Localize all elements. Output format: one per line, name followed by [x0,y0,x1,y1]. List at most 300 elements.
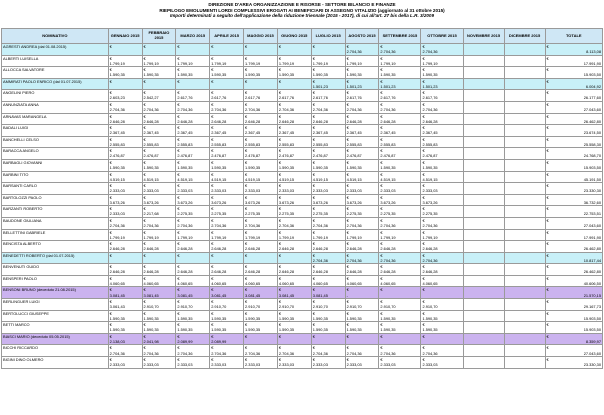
currency-symbol: € [312,217,315,223]
currency-symbol: € [346,322,349,328]
currency-symbol: € [546,229,549,235]
currency-symbol: € [278,90,282,96]
amount-value: 2.704,36 [380,223,396,228]
currency-symbol: € [346,44,349,49]
amount-value: 2.333,03 [245,362,261,368]
monthly-amount [421,136,463,148]
currency-symbol: € [380,333,383,339]
currency-symbol: € [380,194,383,200]
monthly-amount [504,206,545,218]
currency-symbol: € [177,229,180,235]
monthly-amount [345,299,379,311]
currency-symbol: € [546,322,549,328]
monthly-amount [244,287,278,299]
currency-symbol: € [211,275,214,281]
monthly-amount [210,345,244,357]
currency-symbol: € [422,229,425,235]
amount-value: 3.081,45 [143,292,159,298]
currency-symbol: € [109,125,112,131]
currency-symbol: € [109,287,112,293]
amount-value: 2.333,03 [312,188,328,194]
monthly-amount [379,78,421,90]
monthly-amount [421,357,463,369]
total-value: 40.606,50 [583,280,601,286]
currency-symbol: € [422,183,425,189]
monthly-amount [421,299,463,311]
currency-symbol: € [346,136,349,142]
monthly-amount [277,275,311,287]
monthly-amount [210,206,244,218]
beneficiary-name: AGRESTI ANDREA (dal 01.08.2015) [2,44,109,56]
currency-symbol: € [278,310,282,316]
monthly-amount [463,101,504,113]
beneficiary-name: BENCISTA ALBERTO [2,241,109,253]
row-total [545,299,602,311]
amount-value: 2.646,28 [143,269,159,275]
amount-value: 2.275,35 [211,211,227,217]
amount-value: 1.799,19 [422,234,438,240]
currency-symbol: € [380,206,383,212]
monthly-amount [504,229,545,241]
amount-value: 2.704,36 [312,107,328,113]
currency-symbol: € [380,148,383,154]
amount-value: 1.799,19 [211,234,227,240]
amount-value: 1.590,35 [245,72,261,78]
currency-symbol: € [546,113,549,119]
monthly-amount [345,287,379,299]
currency-symbol: € [380,183,383,189]
currency-symbol: € [546,333,549,339]
currency-symbol: € [380,287,383,293]
currency-symbol: € [278,241,282,247]
beneficiary-name: ALBERTI LUISELLA [2,55,109,67]
total-value: 23.330,30 [583,362,601,368]
amount-value: 2.333,03 [143,188,159,194]
amount-value: 2.476,87 [278,153,295,159]
currency-symbol: € [211,148,214,154]
monthly-amount [210,171,244,183]
monthly-amount [504,55,545,67]
currency-symbol: € [143,183,146,189]
amount-value: 1.799,19 [380,234,396,240]
currency-symbol: € [546,217,549,223]
monthly-amount [108,310,142,322]
beneficiary-name: ALLOCCA SALVATORE [2,67,109,79]
table-row [2,299,603,311]
monthly-amount [108,125,142,137]
monthly-amount [210,322,244,334]
currency-symbol: € [211,333,214,339]
monthly-amount [244,159,278,171]
monthly-amount [244,322,278,334]
beneficiary-name: BARZANTI ROBERTO [2,206,109,218]
currency-symbol: € [380,217,383,223]
currency-symbol: € [422,310,425,316]
currency-symbol: € [245,310,248,316]
monthly-amount [210,101,244,113]
total-value: 17.991,90 [583,234,601,240]
monthly-amount [142,345,176,357]
currency-symbol: € [346,55,349,61]
amount-value: 4.060,65 [109,280,125,286]
currency-symbol: € [245,44,248,49]
currency-symbol: € [546,345,549,351]
beneficiary-name: BENVENUTI GUIDO [2,264,109,276]
column-header: AGOSTO 2015 [345,29,379,44]
monthly-amount [277,206,311,218]
monthly-amount [421,275,463,287]
currency-symbol: € [143,125,146,131]
monthly-amount [176,299,210,311]
monthly-amount [210,148,244,160]
monthly-amount [244,148,278,160]
header-line-2: RIEPILOGO EMOLUMENTI LORDI COMPLESSIVI EROGATI AI BENEFICIARI DI ASSEGNO VITALIZIO (aggiornato al 31 ottobre 2015) [159,7,445,13]
monthly-amount [176,44,210,56]
currency-symbol: € [546,183,549,189]
amount-value: 4.519,15 [278,176,295,182]
amount-value: 1.590,35 [380,315,396,321]
currency-symbol: € [278,299,282,305]
monthly-amount [244,44,278,56]
monthly-amount [277,217,311,229]
monthly-amount [421,241,463,253]
row-total [545,217,602,229]
column-header: MAGGIO 2015 [244,29,278,44]
table-row [2,217,603,229]
currency-symbol: € [109,345,112,351]
monthly-amount [345,125,379,137]
monthly-amount [277,194,311,206]
currency-symbol: € [177,333,180,339]
currency-symbol: € [380,136,383,142]
currency-symbol: € [143,113,146,119]
currency-symbol: € [422,217,425,223]
monthly-amount [108,345,142,357]
monthly-amount [345,229,379,241]
monthly-amount [379,206,421,218]
amount-value: 1.590,35 [422,165,438,171]
amount-value: 2.333,03 [245,188,261,194]
monthly-amount [142,125,176,137]
monthly-amount [108,287,142,299]
currency-symbol: € [211,55,214,61]
monthly-amount [463,299,504,311]
currency-symbol: € [346,264,349,270]
amount-value: 2.646,28 [245,269,261,275]
amount-value: 2.333,03 [346,362,362,368]
currency-symbol: € [380,241,383,247]
monthly-amount [244,125,278,137]
monthly-amount [311,206,345,218]
amount-value: 2.646,28 [278,269,295,275]
currency-symbol: € [245,55,248,61]
amount-value: 2.646,28 [177,269,193,275]
currency-symbol: € [312,194,315,200]
amount-value: 2.646,28 [422,246,438,252]
currency-symbol: € [422,44,425,49]
currency-symbol: € [312,125,315,131]
beneficiary-name: BAUDONE GIULIANA [2,217,109,229]
monthly-amount [379,148,421,160]
table-row [2,90,603,102]
currency-symbol: € [380,229,383,235]
currency-symbol: € [312,90,315,96]
currency-symbol: € [143,299,146,305]
currency-symbol: € [380,345,383,351]
monthly-amount [421,67,463,79]
monthly-amount [345,357,379,369]
amount-value: 1.590,35 [278,165,295,171]
monthly-amount [311,194,345,206]
total-value: 23.674,50 [583,130,601,136]
amount-value: 1.590,35 [245,315,261,321]
currency-symbol: € [143,241,146,247]
amount-value: 3.061,43 [109,304,125,310]
monthly-amount [277,90,311,102]
amount-value: 4.519,15 [245,176,261,182]
monthly-amount [142,310,176,322]
row-total [545,113,602,125]
monthly-amount [277,44,311,56]
currency-symbol: € [245,90,248,96]
monthly-amount [244,55,278,67]
amount-value: 1.799,19 [211,60,227,66]
amount-value: 2.476,87 [143,153,159,159]
monthly-amount [277,357,311,369]
amount-value: 1.799,19 [278,234,295,240]
currency-symbol: € [109,78,112,84]
currency-symbol: € [177,125,180,131]
monthly-amount [142,333,176,345]
monthly-amount [379,333,421,345]
monthly-amount [142,90,176,102]
monthly-amount [345,148,379,160]
amount-value: 1.799,19 [245,234,261,240]
currency-symbol: € [211,194,214,200]
monthly-amount [311,357,345,369]
amount-value: 4.519,15 [143,176,159,182]
monthly-amount [463,333,504,345]
currency-symbol: € [546,125,549,131]
currency-symbol: € [422,136,425,142]
monthly-amount [504,310,545,322]
monthly-amount [142,148,176,160]
monthly-amount [463,171,504,183]
currency-symbol: € [245,299,248,305]
currency-symbol: € [245,113,248,119]
monthly-amount [345,55,379,67]
monthly-amount [311,113,345,125]
monthly-amount [379,229,421,241]
monthly-amount [311,125,345,137]
monthly-amount [311,345,345,357]
currency-symbol: € [109,310,112,316]
monthly-amount [463,252,504,264]
amount-value: 2.704,36 [380,257,396,263]
monthly-amount [311,287,345,299]
amount-value: 2.910,70 [211,304,227,310]
row-total [545,78,602,90]
monthly-amount [176,78,210,90]
currency-symbol: € [422,78,425,84]
row-total [545,125,602,137]
monthly-amount [142,264,176,276]
beneficiary-name: BENSONI BRUNO (deceduto 21.08.2015) [2,287,109,299]
amount-value: 2.333,03 [109,211,125,217]
amount-value: 2.617,76 [177,95,193,101]
monthly-amount [421,310,463,322]
currency-symbol: € [211,310,214,316]
currency-symbol: € [380,44,383,49]
monthly-amount [210,159,244,171]
currency-symbol: € [278,67,282,73]
currency-symbol: € [312,206,315,212]
amount-value: 2.910,70 [143,304,159,310]
monthly-amount [176,183,210,195]
beneficiary-name: ARNAVAS MARANGELA [2,113,109,125]
currency-symbol: € [109,194,112,200]
column-header: MARZO 2015 [176,29,210,44]
currency-symbol: € [245,136,248,142]
currency-symbol: € [143,206,146,212]
row-total [545,67,602,79]
monthly-amount [504,241,545,253]
monthly-amount [379,159,421,171]
amount-value: 2.910,70 [380,304,396,310]
monthly-amount [277,310,311,322]
monthly-amount [277,125,311,137]
amount-value: 2.275,35 [346,211,362,217]
monthly-amount [504,275,545,287]
currency-symbol: € [422,101,425,107]
beneficiary-name: BERLINGUER LUIGI [2,299,109,311]
currency-symbol: € [143,55,146,61]
amount-value: 2.367,45 [422,130,438,136]
amount-value: 2.704,36 [422,350,438,356]
amount-value: 1.590,35 [312,315,328,321]
monthly-amount [311,78,345,90]
row-total [545,275,602,287]
monthly-amount [379,101,421,113]
currency-symbol: € [380,55,383,61]
currency-symbol: € [245,67,248,73]
currency-symbol: € [109,299,112,305]
currency-symbol: € [245,322,248,328]
currency-symbol: € [143,90,146,96]
amount-value: 2.704,36 [346,257,362,263]
currency-symbol: € [245,357,248,363]
currency-symbol: € [177,148,180,154]
currency-symbol: € [211,90,214,96]
currency-symbol: € [211,206,214,212]
monthly-amount [142,44,176,56]
table-row [2,333,603,345]
beneficiary-name: ANNUNZIATA ANNA [2,101,109,113]
monthly-amount [421,287,463,299]
currency-symbol: € [422,113,425,119]
currency-symbol: € [346,206,349,212]
monthly-amount [244,275,278,287]
currency-symbol: € [245,229,248,235]
monthly-amount [311,55,345,67]
amount-value: 2.704,36 [278,350,295,356]
currency-symbol: € [422,287,425,293]
monthly-amount [504,101,545,113]
currency-symbol: € [422,264,425,270]
monthly-amount [504,148,545,160]
amount-value: 1.590,35 [346,327,362,333]
amount-value: 2.275,35 [312,211,328,217]
amount-value: 2.275,35 [245,211,261,217]
total-value: 17.991,90 [583,60,601,66]
currency-symbol: € [380,310,383,316]
beneficiary-name: AMMIRATI PAOLO ENRICO (dal 01.07.2015) [2,78,109,90]
currency-symbol: € [278,345,282,351]
monthly-amount [345,241,379,253]
currency-symbol: € [211,241,214,247]
amount-value: 2.646,28 [278,118,295,124]
amount-value: 2.704,36 [211,223,227,228]
monthly-amount [277,148,311,160]
monthly-amount [311,183,345,195]
amount-value: 3.081,45 [278,292,295,298]
currency-symbol: € [278,357,282,363]
amount-value: 2.704,36 [312,257,328,263]
emolumenti-table [1,28,603,369]
currency-symbol: € [177,159,180,165]
monthly-amount [463,217,504,229]
monthly-amount [504,90,545,102]
amount-value: 1.799,19 [143,234,159,240]
currency-symbol: € [312,287,315,293]
monthly-amount [311,171,345,183]
monthly-amount [210,136,244,148]
currency-symbol: € [546,206,549,212]
table-row [2,194,603,206]
amount-value: 2.542,27 [143,95,159,101]
amount-value: 2.704,36 [177,107,193,113]
row-total [545,136,602,148]
currency-symbol: € [245,194,248,200]
currency-symbol: € [346,113,349,119]
amount-value: 2.555,83 [211,141,227,147]
monthly-amount [379,171,421,183]
monthly-amount [176,171,210,183]
amount-value: 2.646,28 [211,246,227,252]
monthly-amount [277,101,311,113]
monthly-amount [277,287,311,299]
amount-value: 1.590,35 [312,165,328,171]
beneficiary-name: BIASCI MARIO (deceduto 05.05.2015) [2,333,109,345]
monthly-amount [463,113,504,125]
monthly-amount [421,78,463,90]
column-header: SETTEMBRE 2015 [379,29,421,44]
currency-symbol: € [177,241,180,247]
amount-value: 2.617,76 [312,95,328,101]
currency-symbol: € [422,357,425,363]
currency-symbol: € [211,252,214,258]
monthly-amount [311,229,345,241]
amount-value: 1.501,23 [312,83,328,89]
amount-value: 2.704,36 [346,350,362,356]
amount-value: 2.704,36 [245,107,261,113]
monthly-amount [244,345,278,357]
monthly-amount [463,55,504,67]
currency-symbol: € [177,90,180,96]
monthly-amount [108,183,142,195]
monthly-amount [379,125,421,137]
currency-symbol: € [278,125,282,131]
